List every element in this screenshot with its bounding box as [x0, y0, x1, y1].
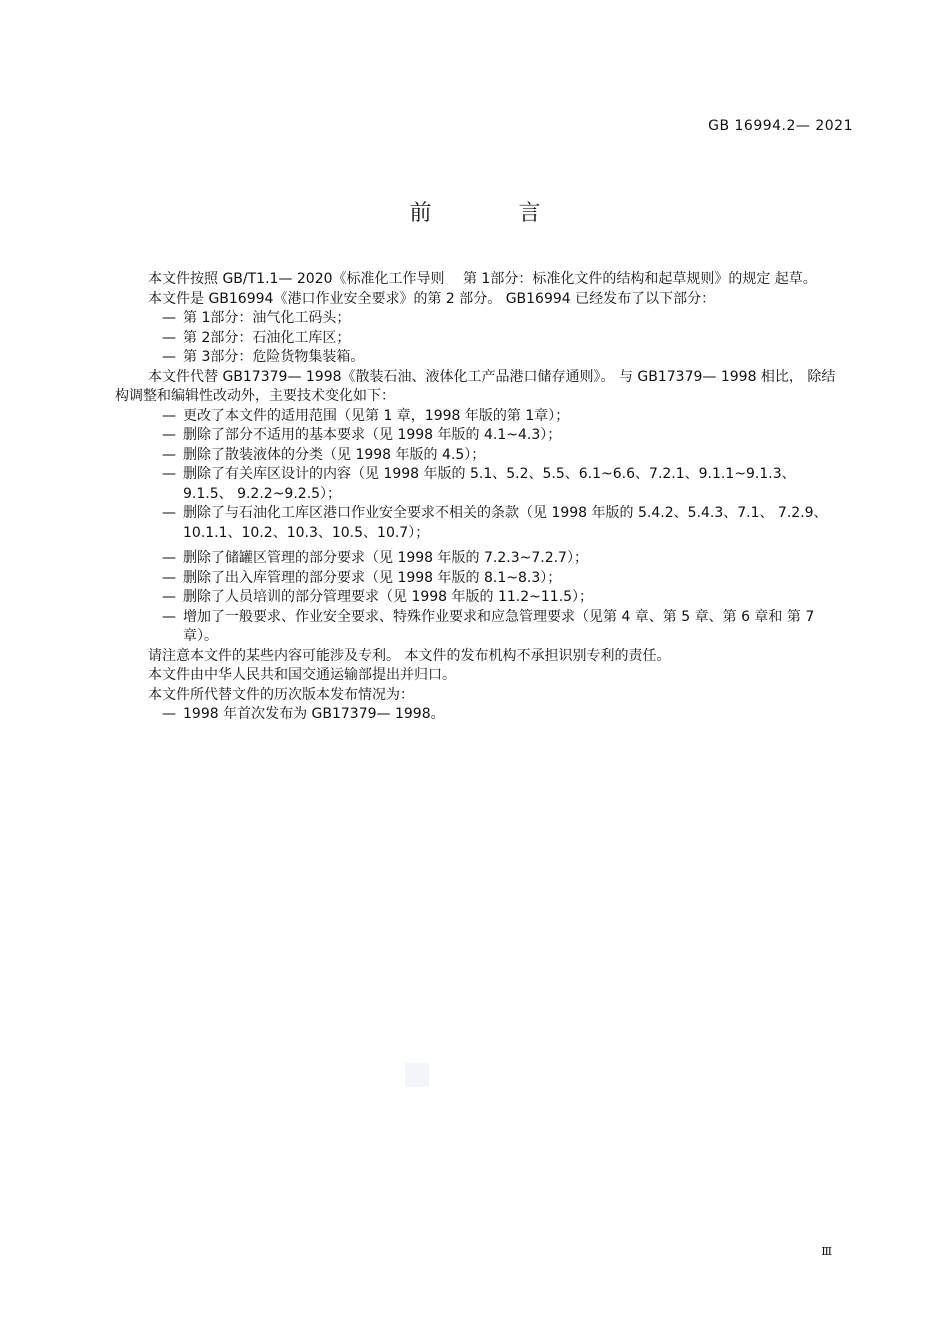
- paragraph-drafting-basis: 本文件按照 GB/T1.1— 2020《标准化工作导则 第 1部分：标准化文件的结构和起草规则》的规定 起草。: [148, 271, 817, 287]
- list-item-text: 删除了出入库管理的部分要求（见 1998 年版的 8.1~8.3）；: [183, 569, 562, 586]
- scan-artifact: [405, 1063, 429, 1087]
- list-item-change: [115, 569, 845, 589]
- list-item-text: 删除了有关库区设计的内容（见 1998 年版的 5.1、5.2、5.5、6.1~6.6、7.2.1、9.1.1~9.1.3、9.1.5、 9.2.2~9.2.5）；: [183, 466, 796, 502]
- dash-marker: —: [162, 329, 176, 346]
- list-item-part: [115, 348, 845, 368]
- page-number: Ⅲ: [821, 1245, 832, 1258]
- dash-marker: —: [162, 349, 176, 365]
- paragraph-proposer: 本文件由中华人民共和国交通运输部提出并归口。: [148, 667, 456, 683]
- paragraph-replacement: 本文件代替 GB17379— 1998《散装石油、液体化工产品港口储存通则》。 与 GB17379— 1998 相比， 除结构调整和编辑性改动外，主要技术变化如下：: [115, 368, 836, 404]
- paragraph-series-info: 本文件是 GB16994《港口作业安全要求》的第 2 部分。 GB16994 已经发布了以下部分：: [148, 290, 716, 307]
- page-title: 前 言: [409, 201, 581, 226]
- list-item-part: [115, 309, 845, 329]
- standard-number: GB 16994.2— 2021: [708, 118, 853, 134]
- list-item-text: 删除了部分不适用的基本要求（见 1998 年版的 4.1~4.3）；: [183, 427, 562, 443]
- dash-marker: —: [162, 608, 176, 625]
- list-item-text: 增加了一般要求、作业安全要求、特殊作业要求和应急管理要求（见第 4 章、第 5 章、第 6 章和 第 7 章）。: [183, 608, 815, 644]
- dash-marker: —: [162, 446, 176, 463]
- dash-marker: —: [162, 310, 176, 326]
- list-item-text: 第 3部分：危险货物集装箱。: [183, 349, 365, 365]
- list-item-text: 删除了储罐区管理的部分要求（见 1998 年版的 7.2.3~7.2.7）；: [183, 550, 588, 566]
- dash-marker: —: [162, 589, 176, 605]
- list-item-part: [115, 329, 845, 349]
- list-item-text: 第 1部分：油气化工码头；: [183, 310, 351, 326]
- list-item-text: 1998 年首次发布为 GB17379— 1998。: [183, 706, 445, 722]
- dash-marker: —: [162, 569, 176, 586]
- dash-marker: —: [162, 466, 176, 482]
- list-item-change: [115, 407, 845, 427]
- list-item-change: [115, 588, 845, 608]
- dash-marker: —: [162, 427, 176, 443]
- list-item-text: 第 2部分：石油化工库区；: [183, 329, 351, 346]
- list-item-text: 删除了人员培训的部分管理要求（见 1998 年版的 11.2~11.5）；: [183, 589, 594, 605]
- list-item-change: [115, 608, 845, 647]
- paragraph-history-intro: 本文件所代替文件的历次版本发布情况为：: [148, 686, 414, 703]
- list-item-change: [115, 446, 845, 466]
- list-item-text: 删除了散装液体的分类（见 1998 年版的 4.5）；: [183, 446, 486, 463]
- list-item-change: [115, 465, 845, 504]
- paragraph-patent-notice: 请注意本文件的某些内容可能涉及专利。 本文件的发布机构不承担识别专利的责任。: [148, 647, 671, 664]
- list-item-change: [115, 426, 845, 446]
- dash-marker: —: [162, 407, 176, 424]
- dash-marker: —: [162, 505, 176, 521]
- list-item-text: 删除了与石油化工库区港口作业安全要求不相关的条款（见 1998 年版的 5.4.2、5.4.3、7.1、 7.2.9、10.1.1、10.2、10.3、10.5、10.7）；: [183, 505, 828, 541]
- list-item-change: [115, 504, 845, 543]
- list-item-text: 更改了本文件的适用范围（见第 1 章，1998 年版的第 1章）；: [183, 407, 570, 424]
- foreword-body: [115, 270, 845, 725]
- list-item-history: [115, 705, 845, 725]
- dash-marker: —: [162, 550, 176, 566]
- list-item-change: [115, 549, 845, 569]
- dash-marker: —: [162, 706, 176, 722]
